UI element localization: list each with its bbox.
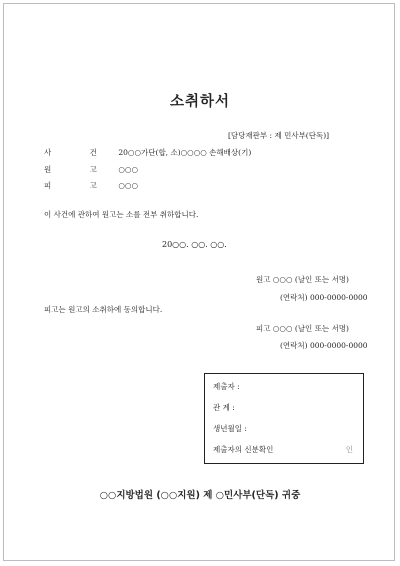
submitter-box	[204, 373, 364, 464]
consent-statement: 피고는 원고의 소취하에 동의합니다.	[44, 305, 163, 314]
withdrawal-statement: 이 사건에 관하여 원고는 소를 전부 취하합니다.	[44, 210, 199, 219]
plaintiff-row	[44, 164, 138, 175]
defendant-value: ○○○	[118, 181, 139, 190]
case-label: 사 건	[44, 148, 115, 157]
plaintiff-contact: (연락처) 000-0000-0000	[280, 293, 368, 302]
document-date: 20○○. ○○. ○○.	[162, 240, 227, 249]
seal-mark: 인	[345, 445, 353, 454]
defendant-row	[44, 180, 138, 191]
defendant-label: 피 고	[44, 181, 115, 190]
plaintiff-label: 원 고	[44, 165, 115, 174]
birth-label: 생년월일 :	[213, 424, 247, 433]
court-footer: ○○지방법원 (○○지원) 제 ○민사부(단독) 귀중	[99, 490, 301, 501]
plaintiff-signature: 원고 ○○○ (날인 또는 서명)	[256, 275, 349, 284]
case-division-info: [담당재판부 : 제 민사부(단독)]	[228, 131, 330, 140]
case-row	[44, 147, 251, 158]
defendant-signature: 피고 ○○○ (날인 또는 서명)	[256, 324, 349, 333]
case-value: 20○○가단(합, 소)○○○○ 손해배상(기)	[118, 148, 252, 157]
plaintiff-value: ○○○	[118, 165, 139, 174]
document-title: 소취하서	[169, 94, 231, 110]
document-page	[3, 3, 395, 561]
defendant-contact: (연락처) 000-0000-0000	[280, 341, 368, 350]
relation-label: 관 계 :	[213, 403, 235, 412]
submitter-label: 제출자 :	[213, 382, 240, 391]
id-check-label: 제출자의 신분확인	[213, 445, 274, 454]
